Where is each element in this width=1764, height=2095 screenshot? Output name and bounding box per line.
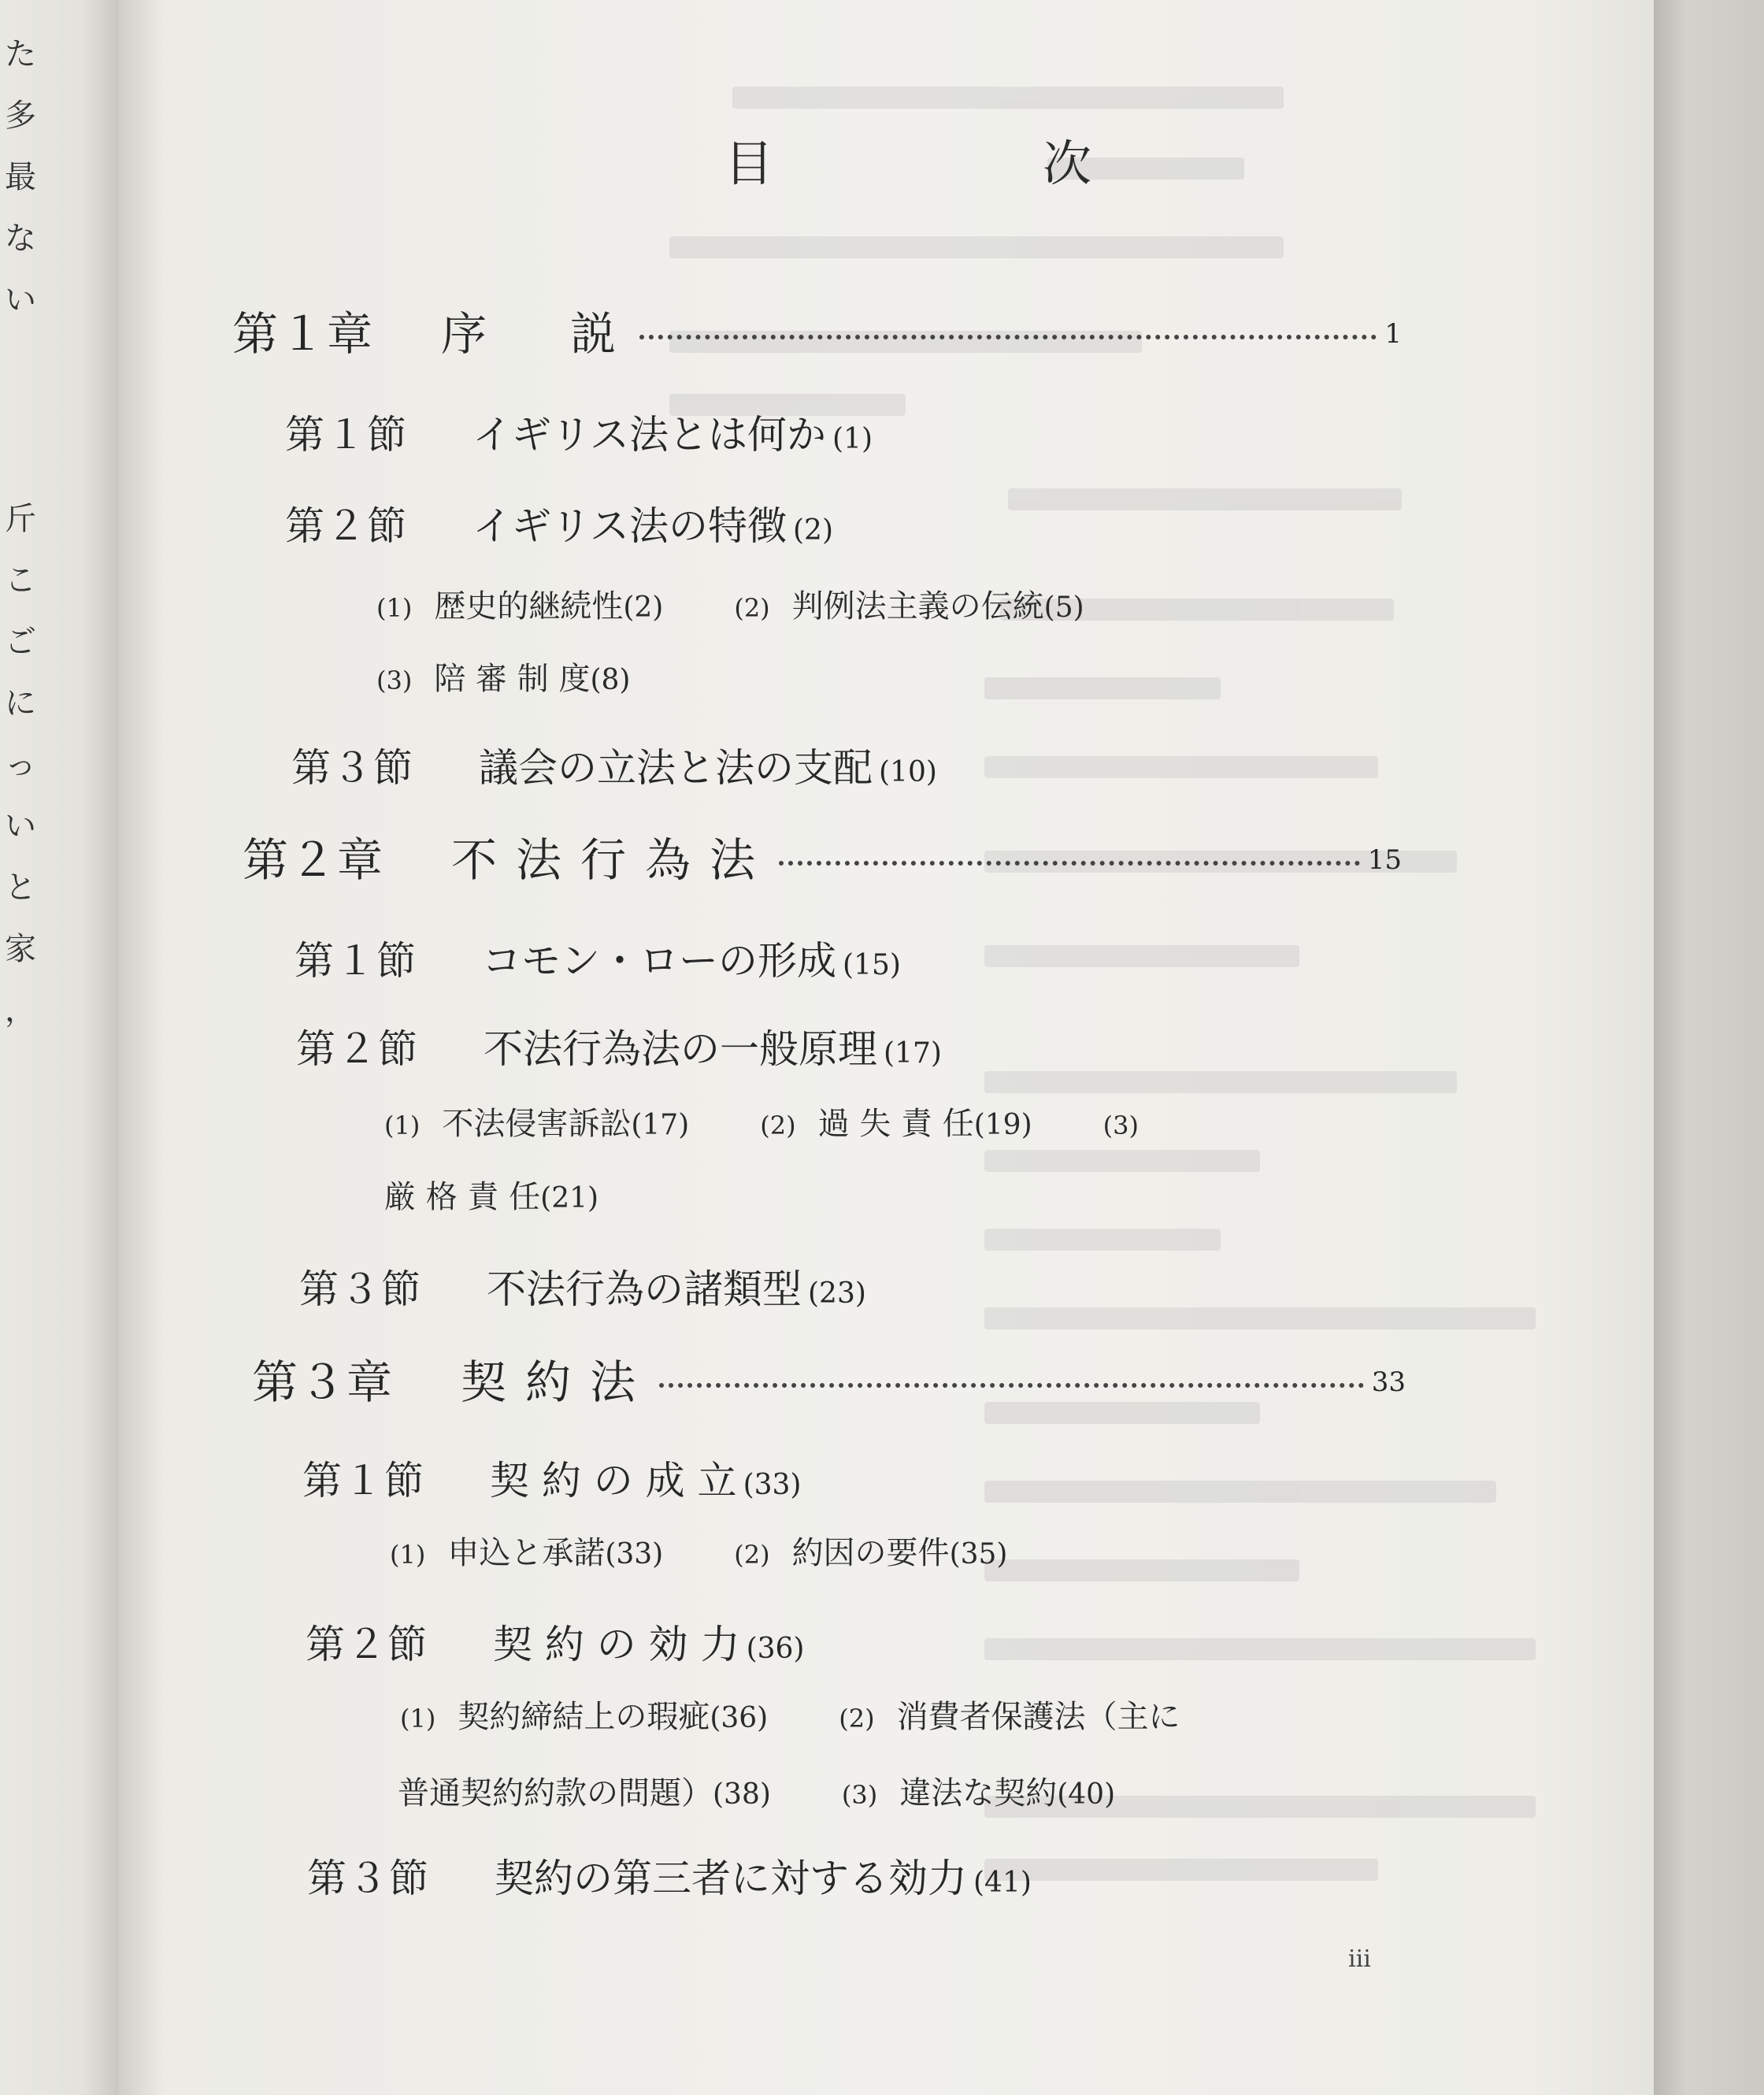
leader-dots [639,335,1377,339]
subsection-line [384,1099,1161,1144]
section-1-2[interactable] [285,495,833,551]
section-page: (17) [884,1037,942,1070]
facing-char: 多 [5,98,36,134]
section-title: 議会の立法と法の支配 [479,745,873,791]
subsection-line [376,581,1084,626]
subsection-page: (19) [973,1109,1032,1141]
facing-char: ， [5,992,36,1029]
item-mark: (3) [376,666,413,695]
subsection-page: (38) [713,1778,771,1811]
subsection-title[interactable]: 歴史的継続性 [434,588,624,625]
section-title: 不法行為の諸類型 [487,1266,802,1312]
section-3-1[interactable] [302,1449,801,1506]
section-2-1[interactable] [295,929,901,986]
item-mark: (2) [839,1704,875,1733]
facing-char: ご [5,624,36,660]
section-page: (33) [743,1469,802,1501]
section-title: 不法行為法の一般原理 [484,1026,877,1072]
subsection-page: (40) [1057,1778,1116,1811]
facing-char: 斤 [5,501,36,537]
section-1-1[interactable] [285,403,873,460]
subsection-title[interactable]: 不法侵害訴訟 [442,1106,632,1142]
subsection-page: (33) [605,1538,664,1570]
subsection-line [390,1528,1007,1573]
subsection-page: (17) [631,1109,690,1141]
subsection-line [398,1768,1115,1813]
section-page: (41) [973,1867,1032,1899]
subsection-title[interactable]: 約因の要件 [791,1535,950,1571]
chapter-number: 第３章 [252,1355,395,1409]
section-1-3[interactable] [291,736,937,793]
section-number: 第２節 [296,1026,419,1072]
section-number: 第１節 [285,412,408,458]
facing-char: と [5,870,36,906]
section-number: 第３節 [307,1856,430,1901]
chapter-page: 15 [1367,844,1402,876]
chapter-number: 第１章 [232,307,375,361]
subsection-page: (21) [540,1182,599,1214]
facing-char: 最 [5,159,36,195]
subsection-page: (8) [590,664,631,696]
chapter-title: 不法行為法 [451,833,775,887]
facing-char: こ [5,562,36,599]
item-mark: (1) [376,593,413,623]
section-page: (36) [746,1633,805,1665]
facing-char: っ [5,747,36,783]
section-page: (15) [843,949,901,981]
section-3-3[interactable] [307,1847,1032,1904]
chapter-1[interactable] [232,295,1402,365]
subsection-page: (35) [949,1538,1008,1570]
chapter-title: 序 説 [441,307,636,361]
item-mark: (1) [390,1540,426,1570]
section-2-3[interactable] [299,1258,866,1314]
page-folio: iii [1348,1945,1371,1973]
chapter-page: 33 [1371,1366,1406,1398]
chapter-page: 1 [1384,318,1402,350]
section-title: 契 約 の 効 力 [493,1622,740,1667]
subsection-title[interactable]: 消費者保護法（主に [896,1699,1180,1735]
section-2-2[interactable] [296,1018,942,1074]
section-title: イギリス法の特徴 [472,503,787,549]
subsection-title[interactable]: 厳 格 責 任 [384,1179,541,1215]
subsection-title[interactable]: 過 失 責 任 [817,1106,974,1142]
section-number: 第１節 [295,938,417,984]
facing-char: 家 [5,931,36,967]
facing-char: に [5,685,36,721]
section-number: 第２節 [285,503,408,549]
section-number: 第１節 [302,1458,425,1504]
chapter-3[interactable] [252,1343,1406,1414]
chapter-2[interactable] [243,821,1402,892]
item-mark: (3) [1102,1111,1139,1140]
facing-char: い [5,808,36,844]
subsection-page: (5) [1043,591,1084,624]
item-mark: (2) [734,593,770,623]
section-page: (23) [808,1277,866,1310]
subsection-title[interactable]: 判例法主義の伝統 [791,588,1044,625]
item-mark: (2) [760,1111,796,1140]
section-title: イギリス法とは何か [472,412,826,458]
leader-dots [779,861,1360,866]
section-page: (1) [832,423,873,455]
section-title: 契約の第三者に対する効力 [495,1856,967,1901]
subsection-page: (2) [623,591,664,624]
section-page: (10) [879,756,937,788]
toc-title: 目 次 [724,135,1203,192]
subsection-title[interactable]: 違法な契約 [899,1775,1058,1811]
subsection-title[interactable]: 申込と承諾 [447,1535,606,1571]
section-number: 第３節 [299,1266,422,1312]
subsection-line [376,654,630,699]
facing-char: た [5,36,36,72]
facing-char: い [5,282,36,318]
facing-char: な [5,221,36,257]
subsection-page: (36) [710,1702,769,1734]
item-mark: (1) [400,1704,436,1733]
item-mark: (2) [734,1540,770,1570]
subsection-title[interactable]: 陪 審 制 度 [434,661,591,697]
chapter-number: 第２章 [243,833,385,887]
subsection-title[interactable]: 普通契約約款の問題） [398,1775,713,1811]
chapter-title: 契約法 [461,1355,655,1409]
subsection-title[interactable]: 契約締結上の瑕疵 [458,1699,710,1735]
item-mark: (3) [841,1780,878,1810]
subsection-line [384,1172,598,1217]
section-title: 契 約 の 成 立 [490,1458,737,1504]
section-number: 第３節 [291,745,414,791]
subsection-line [400,1692,1180,1737]
section-page: (2) [793,514,833,547]
item-mark: (1) [384,1111,421,1140]
leader-dots [659,1383,1364,1388]
section-3-2[interactable] [306,1613,804,1670]
section-number: 第２節 [306,1622,428,1667]
section-title: コモン・ローの形成 [482,938,836,984]
